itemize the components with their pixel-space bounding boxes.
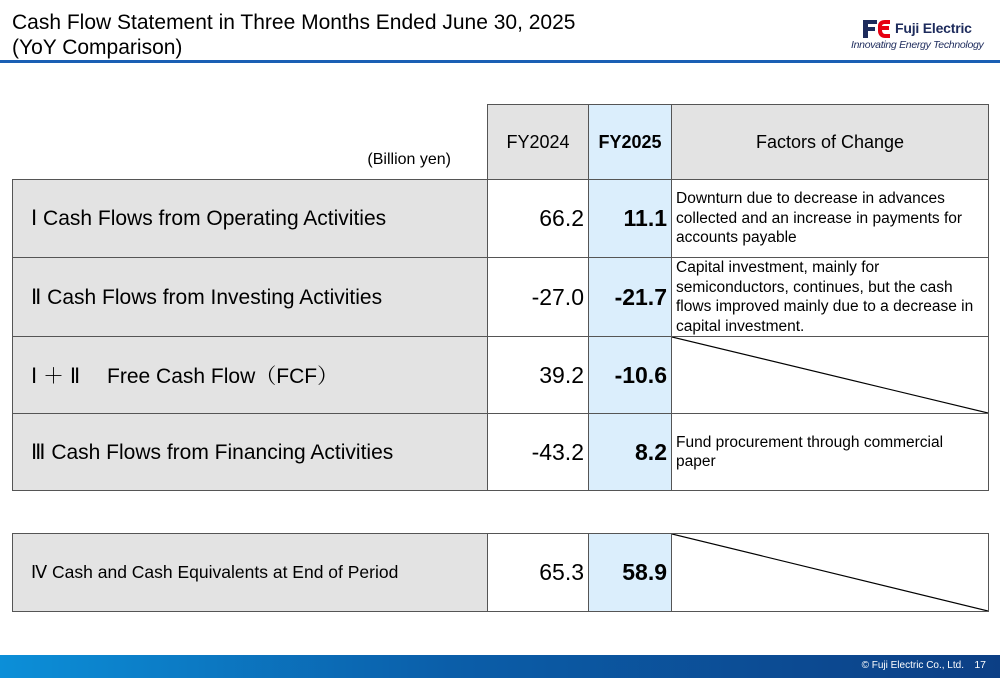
factor-empty-diagonal bbox=[672, 534, 989, 612]
table-row bbox=[13, 258, 989, 337]
column-header-fy2024: FY2024 bbox=[488, 105, 589, 180]
factor-empty-diagonal bbox=[672, 337, 989, 414]
copyright-text: © Fuji Electric Co., Ltd. bbox=[861, 660, 964, 671]
table-row bbox=[13, 534, 989, 612]
title-underline bbox=[0, 60, 1000, 63]
value-fy2024: -43.2 bbox=[488, 414, 589, 491]
row-label-fcf: Ⅰ ＋ Ⅱ Free Cash Flow（FCF） bbox=[13, 337, 488, 414]
fuji-electric-logo bbox=[851, 18, 991, 54]
value-fy2025: -10.6 bbox=[589, 337, 672, 414]
value-fy2024: 65.3 bbox=[488, 534, 589, 612]
value-fy2025: -21.7 bbox=[589, 258, 672, 337]
factor-text: Fund procurement through commercial paper bbox=[672, 414, 989, 491]
logo-brand-text: Fuji Electric bbox=[895, 20, 972, 36]
value-fy2024: 66.2 bbox=[488, 180, 589, 258]
column-header-factors: Factors of Change bbox=[672, 105, 989, 180]
value-fy2024: -27.0 bbox=[488, 258, 589, 337]
column-header-fy2025: FY2025 bbox=[589, 105, 672, 180]
unit-label: (Billion yen) bbox=[13, 105, 488, 180]
factor-text: Capital investment, mainly for semiconductors, continues, but the cash flows improved mainly due to a decrease in capital investment. bbox=[672, 258, 989, 337]
value-fy2024: 39.2 bbox=[488, 337, 589, 414]
diagonal-strike bbox=[672, 337, 988, 413]
logo-tagline: Innovating Energy Technology bbox=[851, 39, 984, 51]
fe-logo-icon bbox=[861, 18, 891, 40]
footer-bar bbox=[0, 655, 1000, 678]
value-fy2025: 11.1 bbox=[589, 180, 672, 258]
title-line-1: Cash Flow Statement in Three Months Ended June 30, 2025 bbox=[12, 11, 576, 34]
factor-text: Downturn due to decrease in advances collected and an increase in payments for accounts payable bbox=[672, 180, 989, 258]
title-line-2: (YoY Comparison) bbox=[12, 36, 183, 59]
row-label-cash-equivalents: Ⅳ Cash and Cash Equivalents at End of Period bbox=[13, 534, 488, 612]
table-row bbox=[13, 337, 989, 414]
row-label-financing: Ⅲ Cash Flows from Financing Activities bbox=[13, 414, 488, 491]
row-label-operating: Ⅰ Cash Flows from Operating Activities bbox=[13, 180, 488, 258]
diagonal-strike bbox=[672, 534, 988, 611]
table-row bbox=[13, 414, 989, 491]
cash-flow-table bbox=[12, 104, 989, 491]
row-label-investing: Ⅱ Cash Flows from Investing Activities bbox=[13, 258, 488, 337]
page-number: 17 bbox=[974, 659, 986, 671]
header-row bbox=[13, 105, 989, 180]
value-fy2025: 8.2 bbox=[589, 414, 672, 491]
table-row bbox=[13, 180, 989, 258]
value-fy2025: 58.9 bbox=[589, 534, 672, 612]
cash-equivalents-table bbox=[12, 533, 989, 612]
slide-title bbox=[12, 10, 575, 60]
